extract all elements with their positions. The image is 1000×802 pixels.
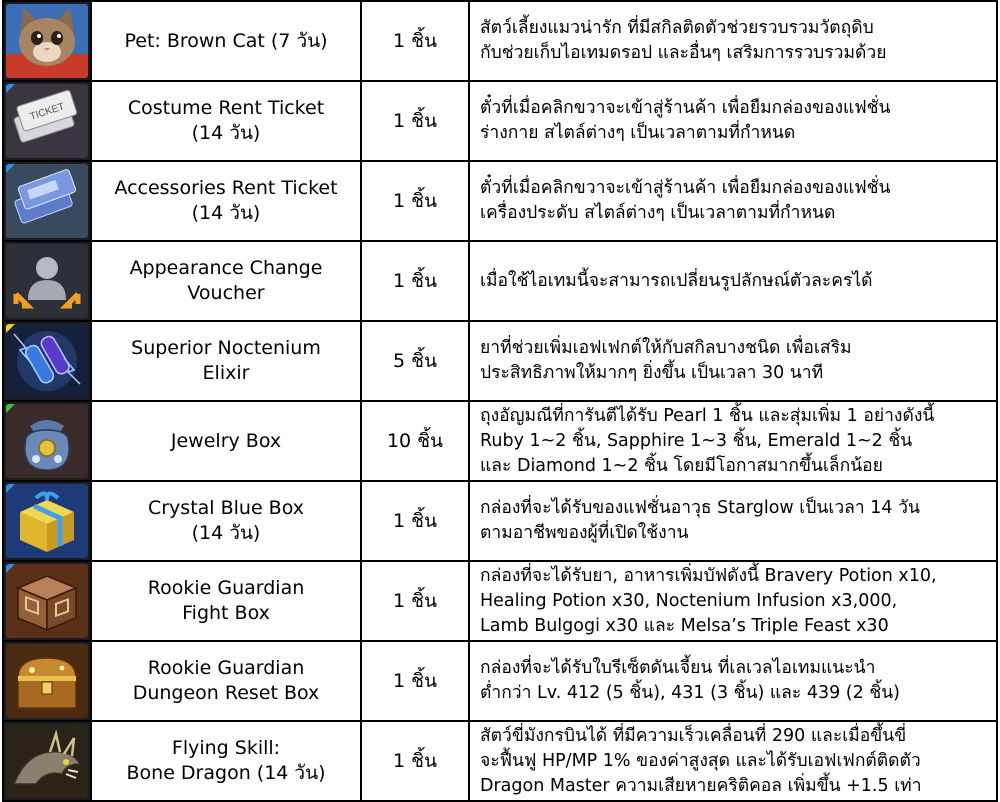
- item-name: Jewelry Box: [170, 429, 282, 452]
- item-name: Superior Noctenium: [131, 337, 321, 359]
- item-name: Flying Skill:: [171, 737, 281, 759]
- item-name: Crystal Blue Box: [147, 497, 305, 519]
- item-description-line: Lamb Bulgogi x30 และ Melsa’s Triple Feast x30: [480, 615, 889, 636]
- item-description-line: กล่องที่จะได้รับใบรีเซ็ตดันเจี้ยน ที่เลเวลไอเทมแนะนำ: [480, 658, 876, 678]
- item-quantity: 1 ชิ้น: [361, 641, 469, 721]
- table-row: [3, 1, 997, 81]
- item-name: Rookie Guardian: [147, 577, 305, 599]
- item-quantity: 1 ชิ้น: [361, 481, 469, 561]
- item-description-line: ต่ำกว่า Lv. 412 (5 ชิ้น), 431 (3 ชิ้น) และ 439 (2 ชิ้น): [480, 683, 900, 703]
- item-name: Appearance Change: [129, 257, 323, 279]
- item-quantity: 1 ชิ้น: [361, 161, 469, 241]
- item-description-line: ตั๋วที่เมื่อคลิกขวาจะเข้าสู่ร้านค้า เพื่อยืมกล่องของแฟชั่น: [480, 98, 891, 118]
- item-name-line: Fight Box: [182, 602, 270, 624]
- table-row: [3, 161, 997, 241]
- dungeon-reset-box-icon: [6, 644, 88, 718]
- brown-cat-icon: [6, 4, 88, 78]
- table-row: [3, 641, 997, 721]
- item-name: Costume Rent Ticket: [127, 97, 325, 119]
- item-quantity: 1 ชิ้น: [361, 1, 469, 81]
- item-name-line: (14 วัน): [191, 522, 261, 544]
- item-name: Rookie Guardian: [147, 657, 305, 679]
- item-description-line: กับช่วยเก็บไอเทมดรอป และอื่นๆ เสริมการรวบรวมด้วย: [480, 43, 887, 63]
- jewelry-box-icon: [6, 404, 88, 478]
- item-description-line: ยาที่ช่วยเพิ่มเอฟเฟกต์ให้กับสกิลบางชนิด เพื่อเสริม: [480, 338, 852, 358]
- item-description-line: สัตว์เลี้ยงแมวน่ารัก ที่มีสกิลติดตัวช่วยรวบรวมวัตถุดิบ: [480, 18, 874, 38]
- fight-box-icon: [6, 564, 88, 638]
- item-description-line: เมื่อใช้ไอเทมนี้จะสามารถเปลี่ยนรูปลักษณ์ตัวละครได้: [480, 270, 873, 291]
- item-description-line: และ Diamond 1~2 ชิ้น โดยมีโอกาสมากขึ้นเล็กน้อย: [480, 455, 883, 476]
- item-quantity: 10 ชิ้น: [361, 401, 469, 481]
- item-description-line: กล่องที่จะได้รับยา, อาหารเพิ่มบัฟดังนี้ Bravery Potion x10,: [480, 565, 937, 586]
- item-description-line: ประสิทธิภาพให้มากๆ ยิ่งขึ้น เป็นเวลา 30 นาที: [480, 363, 824, 383]
- item-description-line: เครื่องประดับ สไตล์ต่างๆ เป็นเวลาตามที่กำหนด: [480, 203, 836, 223]
- table-row: [3, 561, 997, 641]
- item-description-line: Healing Potion x30, Noctenium Infusion x3,000,: [480, 590, 898, 611]
- table-row: [3, 401, 997, 481]
- item-description-line: Ruby 1~2 ชิ้น, Sapphire 1~3 ชิ้น, Emerald 1~2 ชิ้น: [480, 430, 913, 451]
- item-name-line: (14 วัน): [191, 122, 261, 144]
- item-description-line: จะฟื้นฟู HP/MP 1% ของค่าสูงสุด และได้รับเอฟเฟกต์ติดตัว: [480, 750, 921, 771]
- item-quantity: 1 ชิ้น: [361, 721, 469, 801]
- item-name: Accessories Rent Ticket: [114, 177, 338, 199]
- item-name-line: Elixir: [202, 362, 250, 384]
- svg-text:TICKET: TICKET: [28, 101, 66, 123]
- item-name-line: Dungeon Reset Box: [132, 682, 320, 704]
- table-row: [3, 241, 997, 321]
- item-name-line: Bone Dragon (14 วัน): [126, 762, 326, 784]
- item-description-line: ร่างกาย สไตล์ต่างๆ เป็นเวลาตามที่กำหนด: [480, 123, 796, 143]
- appearance-voucher-icon: [6, 244, 88, 318]
- costume-ticket-icon: [6, 84, 88, 158]
- item-quantity: 1 ชิ้น: [361, 81, 469, 161]
- item-name-line: Voucher: [187, 282, 265, 304]
- item-name-line: (14 วัน): [191, 202, 261, 224]
- item-description-line: ตามอาชีพของผู้ที่เปิดใช้งาน: [480, 523, 689, 543]
- table-row: [3, 81, 997, 161]
- table-row: [3, 481, 997, 561]
- table-row: [3, 321, 997, 401]
- item-description-line: ถุงอัญมณีที่การันตีได้รับ Pearl 1 ชิ้น และสุ่มเพิ่ม 1 อย่างดังนี้: [480, 405, 935, 426]
- item-description-line: กล่องที่จะได้รับของแฟชั่นอาวุธ Starglow เป็นเวลา 14 วัน: [480, 498, 920, 518]
- item-description-line: สัตว์ขี่มังกรบินได้ ที่มีความเร็วเคลื่อนที่ 290 และเมื่อขึ้นขี่: [480, 725, 907, 746]
- item-quantity: 1 ชิ้น: [361, 561, 469, 641]
- item-quantity: 5 ชิ้น: [361, 321, 469, 401]
- item-description-line: ตั๋วที่เมื่อคลิกขวาจะเข้าสู่ร้านค้า เพื่อยืมกล่องของแฟชั่น: [480, 178, 891, 198]
- table-row: [3, 721, 997, 801]
- bone-dragon-icon: [6, 724, 88, 798]
- item-description-line: Dragon Master ความเสียหายคริติคอล เพิ่มขึ้น +1.5 เท่า: [480, 775, 922, 796]
- crystal-blue-box-icon: [6, 484, 88, 558]
- item-name: Pet: Brown Cat (7 วัน): [124, 29, 328, 52]
- elixir-icon: [6, 324, 88, 398]
- item-quantity: 1 ชิ้น: [361, 241, 469, 321]
- accessories-ticket-icon: [6, 164, 88, 238]
- item-table: [2, 0, 998, 802]
